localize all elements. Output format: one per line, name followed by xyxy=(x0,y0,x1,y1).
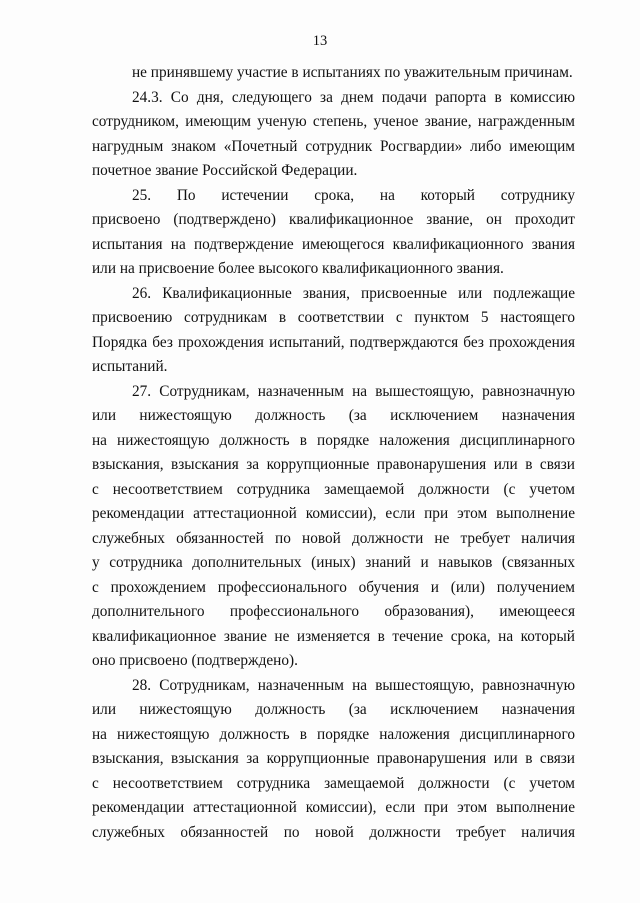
text-line: на нижестоящую должность в порядке наложения дисциплинарного xyxy=(92,725,575,743)
text-line: почетное звание Российской Федерации. xyxy=(92,162,358,179)
text-line: служебных обязанностей по новой должности требует наличия xyxy=(92,823,575,841)
document-body xyxy=(92,61,575,845)
text-line: рекомендации аттестационной комиссии), если при этом выполнение xyxy=(92,799,575,816)
text-line: присвоению сотрудникам в соответствии с пунктом 5 настоящего xyxy=(92,309,575,326)
text-line: оно присвоено (подтверждено). xyxy=(92,652,298,669)
text-line: или нижестоящую должность (за исключением назначения xyxy=(92,701,575,718)
text-line: 26. Квалификационные звания, присвоенные или подлежащие xyxy=(132,284,575,302)
text-line: дополнительного профессионального образования), имеющееся xyxy=(92,603,575,620)
text-line: с несоответствием сотрудника замещаемой должности (с учетом xyxy=(92,774,575,792)
text-line: квалификационное звание не изменяется в течение срока, на который xyxy=(92,627,575,645)
text-line: у сотрудника дополнительных (иных) знаний и навыков (связанных xyxy=(92,554,575,571)
text-line: присвоено (подтверждено) квалификационное звание, он проходит xyxy=(92,211,575,228)
text-line: или нижестоящую должность (за исключением назначения xyxy=(92,407,575,424)
text-line: 27. Сотрудникам, назначенным на вышестоящую, равнозначную xyxy=(132,382,575,400)
text-line: испытания на подтверждение имеющегося квалификационного звания xyxy=(92,235,575,253)
page-number: 13 xyxy=(312,33,328,49)
text-line: испытаний. xyxy=(92,358,168,375)
text-line: взыскания, взыскания за коррупционные правонарушения или в связи xyxy=(92,456,575,473)
text-line: не принявшему участие в испытаниях по уважительным причинам. xyxy=(132,64,573,81)
text-line: Порядка без прохождения испытаний, подтверждаются без прохождения xyxy=(92,333,575,351)
text-line: сотрудником, имеющим ученую степень, ученое звание, награжденным xyxy=(92,113,575,130)
text-line: или на присвоение более высокого квалификационного звания. xyxy=(92,260,504,277)
text-line: 24.3. Со дня, следующего за днем подачи рапорта в комиссию xyxy=(132,88,575,106)
text-line: служебных обязанностей по новой должности не требует наличия xyxy=(92,529,575,547)
text-line: нагрудным знаком «Почетный сотрудник Росгвардии» либо имеющим xyxy=(92,137,575,155)
text-line: 28. Сотрудникам, назначенным на вышестоящую, равнозначную xyxy=(132,676,575,694)
text-line: 25. По истечении срока, на который сотруднику xyxy=(132,186,575,204)
text-line: рекомендации аттестационной комиссии), если при этом выполнение xyxy=(92,505,575,522)
text-line: на нижестоящую должность в порядке наложения дисциплинарного xyxy=(92,431,575,449)
text-line: с несоответствием сотрудника замещаемой должности (с учетом xyxy=(92,480,575,498)
text-line: взыскания, взыскания за коррупционные правонарушения или в связи xyxy=(92,750,575,767)
text-line: с прохождением профессионального обучения и (или) получением xyxy=(92,578,575,596)
